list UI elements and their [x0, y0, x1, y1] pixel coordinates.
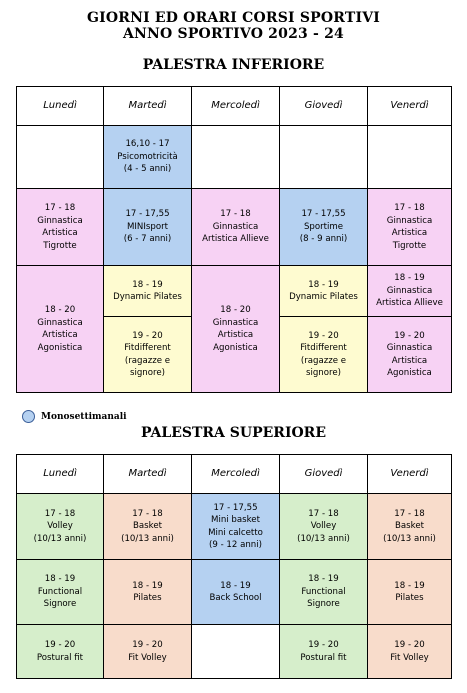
- table-row: [17, 494, 452, 560]
- course-text: 19 - 20 Fit Volley: [390, 640, 429, 663]
- course-text: 17 - 18 Basket (10/13 anni): [121, 508, 174, 544]
- empty-cell: [280, 126, 368, 189]
- course-text: 18 - 19 Pilates: [394, 580, 425, 603]
- course-cell: [17, 266, 104, 393]
- course-text: 18 - 20 Ginnastica Artistica Agonistica: [37, 305, 83, 353]
- course-text: 18 - 20 Ginnastica Artistica Agonistica: [212, 305, 259, 353]
- empty-cell: [368, 126, 452, 189]
- course-text: 19 - 20 Postural fit: [300, 640, 347, 663]
- course-text: 18 - 19 Dynamic Pilates: [113, 279, 182, 302]
- day-header: Mercoledì: [192, 87, 280, 126]
- circle-icon: [22, 410, 35, 423]
- table-row: [17, 625, 452, 679]
- day-header: Venerdì: [368, 455, 452, 494]
- course-cell: [104, 189, 192, 266]
- course-cell: [17, 560, 104, 625]
- course-cell: [280, 189, 368, 266]
- course-cell: [280, 317, 368, 393]
- course-cell: [368, 560, 452, 625]
- header-row: [17, 455, 452, 494]
- course-text: 19 - 20 Fitdifferent (ragazze e signore): [124, 330, 171, 378]
- course-cell: [17, 189, 104, 266]
- course-cell: [280, 266, 368, 317]
- table-row: [17, 560, 452, 625]
- course-text: 19 - 20 Fitdifferent (ragazze e signore): [300, 330, 347, 378]
- course-cell: [368, 266, 452, 317]
- section-heading-lower: PALESTRA INFERIORE: [142, 57, 325, 73]
- course-cell: [104, 266, 192, 317]
- course-text: 16,10 - 17 Psicomotricità (4 - 5 anni): [117, 139, 178, 175]
- table-row: [17, 189, 452, 266]
- course-cell: [104, 625, 192, 679]
- day-header: Lunedì: [17, 87, 104, 126]
- course-text: 17 - 18 Ginnastica Artistica Tigrotte: [37, 203, 83, 251]
- empty-cell: [17, 126, 104, 189]
- course-text: 18 - 19 Functional Signore: [301, 574, 346, 610]
- course-cell: [192, 560, 280, 625]
- course-text: 17 - 18 Basket (10/13 anni): [383, 508, 436, 544]
- day-header: Mercoledì: [192, 455, 280, 494]
- course-text: 19 - 20 Postural fit: [36, 640, 84, 663]
- course-cell: [104, 317, 192, 393]
- course-cell: [192, 494, 280, 560]
- course-cell: [368, 625, 452, 679]
- course-cell: [368, 494, 452, 560]
- course-cell: [17, 625, 104, 679]
- schedule-table-lower: [16, 86, 452, 393]
- course-text: 17 - 17,55 Mini basket Mini calcetto (9 - 12 anni): [208, 502, 263, 550]
- course-text: 17 - 18 Volley (10/13 anni): [297, 508, 350, 544]
- course-text: 18 - 19 Pilates: [132, 580, 163, 603]
- legend-label: Monosettimanali: [41, 411, 127, 422]
- course-cell: [280, 560, 368, 625]
- course-text: 18 - 19 Ginnastica Artistica Allieve: [376, 273, 443, 309]
- course-cell: [280, 625, 368, 679]
- course-cell: [280, 494, 368, 560]
- course-text: 17 - 18 Ginnastica Artistica Allieve: [202, 209, 269, 245]
- day-header: Lunedì: [17, 455, 104, 494]
- course-text: 18 - 19 Dynamic Pilates: [289, 279, 358, 302]
- course-text: 18 - 19 Back School: [209, 580, 262, 603]
- course-cell: [368, 317, 452, 393]
- course-cell: [104, 494, 192, 560]
- course-cell: [17, 494, 104, 560]
- section-heading-upper: PALESTRA SUPERIORE: [141, 425, 326, 441]
- empty-cell: [192, 126, 280, 189]
- course-cell: [104, 560, 192, 625]
- day-header: Martedì: [104, 87, 192, 126]
- course-cell: [192, 266, 280, 393]
- day-header: Giovedì: [280, 455, 368, 494]
- course-cell: [192, 189, 280, 266]
- course-text: 17 - 18 Ginnastica Artistica Tigrotte: [386, 203, 433, 251]
- table-row: [17, 266, 452, 317]
- course-text: 17 - 17,55 Sportime (8 - 9 anni): [299, 209, 348, 245]
- table-row: [17, 126, 452, 189]
- day-header: Martedì: [104, 455, 192, 494]
- day-header: Venerdì: [368, 87, 452, 126]
- day-header: Giovedì: [280, 87, 368, 126]
- course-text: 17 - 18 Volley (10/13 anni): [33, 508, 87, 544]
- course-text: 17 - 17,55 MINIsport (6 - 7 anni): [123, 209, 172, 245]
- legend: [22, 410, 127, 423]
- schedule-table-upper: [16, 454, 452, 679]
- header-row: [17, 87, 452, 126]
- course-text: 19 - 20 Fit Volley: [128, 640, 167, 663]
- document-title-line2: ANNO SPORTIVO 2023 - 24: [122, 26, 344, 42]
- document-title-line1: GIORNI ED ORARI CORSI SPORTIVI: [86, 10, 381, 26]
- empty-cell: [192, 625, 280, 679]
- course-cell: [104, 126, 192, 189]
- course-cell: [368, 189, 452, 266]
- course-text: 18 - 19 Functional Signore: [37, 574, 83, 610]
- course-text: 19 - 20 Ginnastica Artistica Agonistica: [386, 330, 433, 378]
